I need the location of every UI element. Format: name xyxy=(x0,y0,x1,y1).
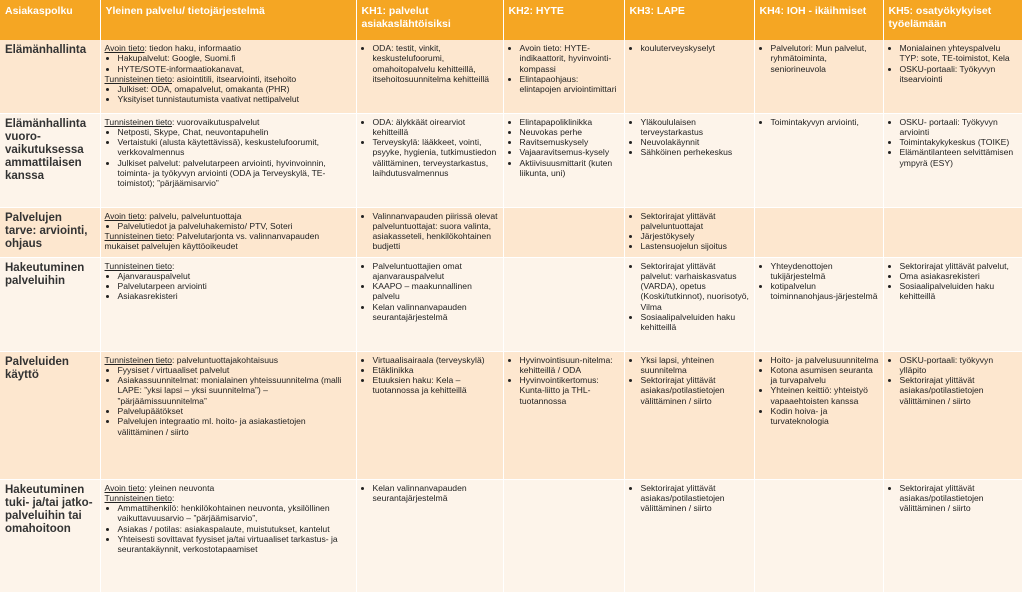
list-item: • Valinnanvapauden piirissä olevat palveluntuottajat: suora valinta, asiakasseteli, henkilökohtainen budjetti xyxy=(373,211,499,252)
info-group-text: : Palvelutarjonta vs. valinnanvapauden mukaiset palvelujen käyttöoikeudet xyxy=(104,231,320,252)
list-item: • Julkiset: ODA, omapalvelut, omakanta (PHR) xyxy=(118,84,352,94)
bullet-list xyxy=(361,211,499,252)
kh1-cell xyxy=(356,40,503,113)
list-item: • Hyvinvointisuun-nitelma: kehitteillä / ODA xyxy=(520,355,620,376)
list-item: • Palvelupäätökset xyxy=(118,406,352,416)
bullet-list xyxy=(629,211,750,252)
bullet-list xyxy=(888,261,1018,302)
bullet-list xyxy=(759,355,879,427)
list-item: • Etuuksien haku: Kela – tuotannossa ja kehitteillä xyxy=(373,375,499,396)
info-group-text: : palveluntuottajakohtaisuus xyxy=(172,354,279,365)
kh4-cell xyxy=(754,257,883,351)
list-item: • Yhteinen keittiö: yhteistyö vapaaehtoisten kanssa xyxy=(771,385,879,406)
list-item: • Sektorirajat ylittävät palvelut, xyxy=(900,261,1018,271)
list-item: • Yläkoululaisen terveystarkastus xyxy=(641,117,750,138)
list-item: • Virtuaalisairaala (terveyskylä) xyxy=(373,355,499,365)
bullet-list xyxy=(629,355,750,406)
kh1-cell xyxy=(356,351,503,479)
list-item: • Kelan valinnanvapauden seurantajärjestelmä xyxy=(373,302,499,323)
kh5-cell xyxy=(883,479,1022,592)
list-item: • Sektorirajat ylittävät asiakas/potilastietojen välittäminen / siirto xyxy=(900,375,1018,406)
info-group-heading xyxy=(105,483,352,493)
kh2-cell xyxy=(503,351,624,479)
bullet-list xyxy=(508,43,620,94)
list-item: • Kotona asumisen seuranta ja turvapalvelu xyxy=(771,365,879,386)
row-title: Hakeutuminen tuki- ja/tai jatko-palveluihin tai omahoitoon xyxy=(0,479,100,592)
header-cell: Yleinen palvelu/ tietojärjestelmä xyxy=(100,0,356,40)
kh3-cell xyxy=(624,207,754,257)
kh1-cell xyxy=(356,207,503,257)
list-item: • Asiakasrekisteri xyxy=(118,291,352,301)
table-row xyxy=(0,207,1022,257)
info-group-text: : yleinen neuvonta xyxy=(144,482,215,493)
list-item: • Sektorirajat ylittävät asiakas/potilastietojen välittäminen / siirto xyxy=(641,375,750,406)
kh5-cell xyxy=(883,207,1022,257)
list-item: • Yksi lapsi, yhteinen suunnitelma xyxy=(641,355,750,376)
info-group-label: Tunnisteinen tieto xyxy=(104,231,173,242)
general-service-cell xyxy=(100,257,356,351)
kh5-cell xyxy=(883,351,1022,479)
bullet-list xyxy=(105,53,352,74)
header-cell: KH2: HYTE xyxy=(503,0,624,40)
list-item: • kotipalvelun toiminnanohjaus-järjestelmä xyxy=(771,281,879,302)
info-group-heading xyxy=(105,211,352,221)
info-group-text: : asiointitili, itsearviointi, itsehoito xyxy=(172,73,297,84)
list-item: • Sektorirajat ylittävät asiakas/potilastietojen välittäminen / siirto xyxy=(900,483,1018,514)
list-item: • Asiakassuunnitelmat: monialainen yhteissuunnitelma (malli LAPE: ”yksi lapsi – yksi suunnitelma”) – ”pärjäämissuunnitelma” xyxy=(118,375,352,406)
kh1-cell xyxy=(356,257,503,351)
kh2-cell xyxy=(503,40,624,113)
list-item: • Neuvolakäynnit xyxy=(641,137,750,147)
info-group-heading xyxy=(105,355,352,365)
row-title: Palvelujen tarve: arviointi, ohjaus xyxy=(0,207,100,257)
list-item: • Sektorirajat ylittävät asiakas/potilastietojen välittäminen / siirto xyxy=(641,483,750,514)
list-item: • Palveluntuottajien omat ajanvarauspalvelut xyxy=(373,261,499,282)
list-item: • Palvelutiedot ja palveluhakemisto/ PTV, Soteri xyxy=(118,221,352,231)
list-item: • Palvelutori: Mun palvelut, ryhmätoiminta, seniorineuvola xyxy=(771,43,879,74)
list-item: • Hoito- ja palvelusuunnitelma xyxy=(771,355,879,365)
info-group-heading xyxy=(105,261,352,271)
bullet-list xyxy=(105,221,352,231)
list-item: • Julkiset palvelut: palvelutarpeen arviointi, hyvinvoinnin, toiminta- ja työkyvyn arviointi (ODA ja Terveyskylä, TE-toimistot); ”pärjäämisarvio” xyxy=(118,158,352,189)
kh3-cell xyxy=(624,479,754,592)
list-item: • Fyysiset / virtuaaliset palvelut xyxy=(118,365,352,375)
kh5-cell xyxy=(883,257,1022,351)
kh2-cell xyxy=(503,113,624,207)
bullet-list xyxy=(629,117,750,158)
list-item: • Terveyskylä: lääkkeet, vointi, psyyke, hygienia, tutkimustiedon välittäminen, terveystarkastus, laihdutusvalmennus xyxy=(373,137,499,178)
general-service-cell xyxy=(100,40,356,113)
row-title: Elämänhallinta vuoro-vaikutuksessa ammattilaisen kanssa xyxy=(0,113,100,207)
list-item: • Asiakas / potilas: asiakaspalaute, muistutukset, kantelut xyxy=(118,524,352,534)
general-service-cell xyxy=(100,113,356,207)
general-service-cell xyxy=(100,351,356,479)
info-group-text: : xyxy=(172,492,175,503)
bullet-list xyxy=(888,483,1018,514)
list-item: • Sosiaalipalveluiden haku kehitteillä xyxy=(641,312,750,333)
list-item: • Oma asiakasrekisteri xyxy=(900,271,1018,281)
kh3-cell xyxy=(624,351,754,479)
info-group-label: Tunnisteinen tieto xyxy=(104,116,173,127)
header-cell: KH4: IOH - ikäihmiset xyxy=(754,0,883,40)
list-item: • OSKU-portaali: työkyvyn ylläpito xyxy=(900,355,1018,376)
bullet-list xyxy=(759,43,879,74)
bullet-list xyxy=(105,84,352,105)
bullet-list xyxy=(508,355,620,406)
kh4-cell xyxy=(754,40,883,113)
kh4-cell xyxy=(754,351,883,479)
list-item: • Palvelujen integraatio ml. hoito- ja asiakastietojen välittäminen / siirto xyxy=(118,416,352,437)
table-row xyxy=(0,479,1022,592)
header-cell: Asiakaspolku xyxy=(0,0,100,40)
list-item: • Sektorirajat ylittävät palvelut: varhaiskasvatus (VARDA), opetus (Koski/tutkinnot), nuorisotyö, Vilma xyxy=(641,261,750,312)
kh5-cell xyxy=(883,113,1022,207)
list-item: • Toimintakykykeskus (TOIKE) xyxy=(900,137,1018,147)
info-group-heading xyxy=(105,43,352,53)
list-item: • Hakupalvelut: Google, Suomi.fi xyxy=(118,53,352,63)
list-item: • Elintapapoliklinikka xyxy=(520,117,620,127)
header-cell: KH1: palvelut asiakaslähtöisiksi xyxy=(356,0,503,40)
list-item: • Avoin tieto: HYTE-indikaattorit, hyvinvointi-kompassi xyxy=(520,43,620,74)
list-item: • Ajanvarauspalvelut xyxy=(118,271,352,281)
kh3-cell xyxy=(624,40,754,113)
list-item: • Monialainen yhteyspalvelu TYP: sote, TE-toimistot, Kela xyxy=(900,43,1018,64)
list-item: • kouluterveyskyselyt xyxy=(641,43,750,53)
bullet-list xyxy=(105,271,352,302)
list-item: • Yhteisesti sovittavat fyysiset ja/tai virtuaaliset tarkastus- ja seurantakäynnit, verkostotapaamiset xyxy=(118,534,352,555)
list-item: • Palvelutarpeen arviointi xyxy=(118,281,352,291)
info-group-label: Tunnisteinen tieto xyxy=(104,73,173,84)
list-item: • HYTE/SOTE-informaatiokanavat, xyxy=(118,64,352,74)
list-item: • Elintapaohjaus: elintapojen arviointimittari xyxy=(520,74,620,95)
list-item: • Vajaaravitsemus-kysely xyxy=(520,147,620,157)
list-item: • OSKU-portaali: Työkyvyn itsearviointi xyxy=(900,64,1018,85)
list-item: • Ravitsemuskysely xyxy=(520,137,620,147)
list-item: • Etäklinikka xyxy=(373,365,499,375)
kh4-cell xyxy=(754,479,883,592)
bullet-list xyxy=(888,43,1018,84)
bullet-list xyxy=(888,355,1018,406)
info-group-label: Avoin tieto xyxy=(104,210,145,221)
list-item: • Yksityiset tunnistautumista vaativat nettipalvelut xyxy=(118,94,352,104)
row-title: Hakeutuminen palveluihin xyxy=(0,257,100,351)
kh2-cell xyxy=(503,207,624,257)
bullet-list xyxy=(629,261,750,333)
table-row xyxy=(0,113,1022,207)
list-item: • Neuvokas perhe xyxy=(520,127,620,137)
list-item: • Toimintakyvyn arviointi, xyxy=(771,117,879,127)
row-title: Elämänhallinta xyxy=(0,40,100,113)
bullet-list xyxy=(361,43,499,84)
general-service-cell xyxy=(100,207,356,257)
info-group-label: Tunnisteinen tieto xyxy=(104,260,173,271)
general-service-cell xyxy=(100,479,356,592)
header-cell: KH3: LAPE xyxy=(624,0,754,40)
info-group-text: : xyxy=(172,260,175,271)
bullet-list xyxy=(629,483,750,514)
list-item: • Sektorirajat ylittävät palveluntuottajat xyxy=(641,211,750,232)
info-group-heading xyxy=(105,231,352,252)
list-item: • Sähköinen perhekeskus xyxy=(641,147,750,157)
list-item: • Järjestökysely xyxy=(641,231,750,241)
list-item: • Ammattihenkilö: henkilökohtainen neuvonta, yksilöllinen vaikuttavuusarvio – ”pärjäämisarvio”, xyxy=(118,503,352,524)
table-row xyxy=(0,257,1022,351)
bullet-list xyxy=(105,503,352,554)
list-item: • KAAPO – maakunnallinen palvelu xyxy=(373,281,499,302)
list-item: • Vertaistuki (alusta käytettävissä), keskustelufoorumit, verkkovalmennus xyxy=(118,137,352,158)
bullet-list xyxy=(361,355,499,396)
kh5-cell xyxy=(883,40,1022,113)
info-group-heading xyxy=(105,117,352,127)
list-item: • ODA: testit, vinkit, keskustelufoorumi, omahoitopalvelu kehitteillä, itsehoitosuunnitelma kehitteillä xyxy=(373,43,499,84)
bullet-list xyxy=(759,261,879,302)
list-item: • Sosiaalipalveluiden haku kehitteillä xyxy=(900,281,1018,302)
info-group-heading xyxy=(105,493,352,503)
list-item: • Kelan valinnanvapauden seurantajärjestelmä xyxy=(373,483,499,504)
list-item: • Elämäntilanteen selvittämisen ympyrä (ESY) xyxy=(900,147,1018,168)
list-item: • Netposti, Skype, Chat, neuvontapuhelin xyxy=(118,127,352,137)
list-item: • Aktiivisuusmittarit (kuten liikunta, uni) xyxy=(520,158,620,179)
bullet-list xyxy=(105,127,352,189)
list-item: • Lastensuojelun sijoitus xyxy=(641,241,750,251)
bullet-list xyxy=(361,261,499,323)
info-group-label: Tunnisteinen tieto xyxy=(104,492,173,503)
kh2-cell xyxy=(503,257,624,351)
info-group-heading xyxy=(105,74,352,84)
kh3-cell xyxy=(624,113,754,207)
header-row xyxy=(0,0,1022,40)
kh3-cell xyxy=(624,257,754,351)
info-group-label: Avoin tieto xyxy=(104,43,145,53)
bullet-list xyxy=(361,117,499,179)
row-title: Palveluiden käyttö xyxy=(0,351,100,479)
info-group-text: : palvelu, palveluntuottaja xyxy=(144,210,242,221)
kh4-cell xyxy=(754,113,883,207)
kh4-cell xyxy=(754,207,883,257)
list-item: • ODA: älykkäät oirearviot kehitteillä xyxy=(373,117,499,138)
bullet-list xyxy=(629,43,750,53)
info-group-label: Avoin tieto xyxy=(104,482,145,493)
kh2-cell xyxy=(503,479,624,592)
header-cell: KH5: osatyökykyiset työelämään xyxy=(883,0,1022,40)
bullet-list xyxy=(508,117,620,179)
list-item: • OSKU- portaali: Työkyvyn arviointi xyxy=(900,117,1018,138)
bullet-list xyxy=(888,117,1018,168)
info-group-text: : tiedon haku, informaatio xyxy=(144,43,241,53)
table-row xyxy=(0,351,1022,479)
list-item: • Yhteydenottojen tukijärjestelmä xyxy=(771,261,879,282)
bullet-list xyxy=(759,117,879,127)
list-item: • Hyvinvointikertomus: Kunta-liitto ja THL-tuotannossa xyxy=(520,375,620,406)
bullet-list xyxy=(105,365,352,437)
kh1-cell xyxy=(356,479,503,592)
table-row xyxy=(0,40,1022,113)
bullet-list xyxy=(361,483,499,504)
list-item: • Kodin hoiva- ja turvateknologia xyxy=(771,406,879,427)
info-group-text: : vuorovaikutuspalvelut xyxy=(172,116,260,127)
info-group-label: Tunnisteinen tieto xyxy=(104,354,173,365)
kh1-cell xyxy=(356,113,503,207)
